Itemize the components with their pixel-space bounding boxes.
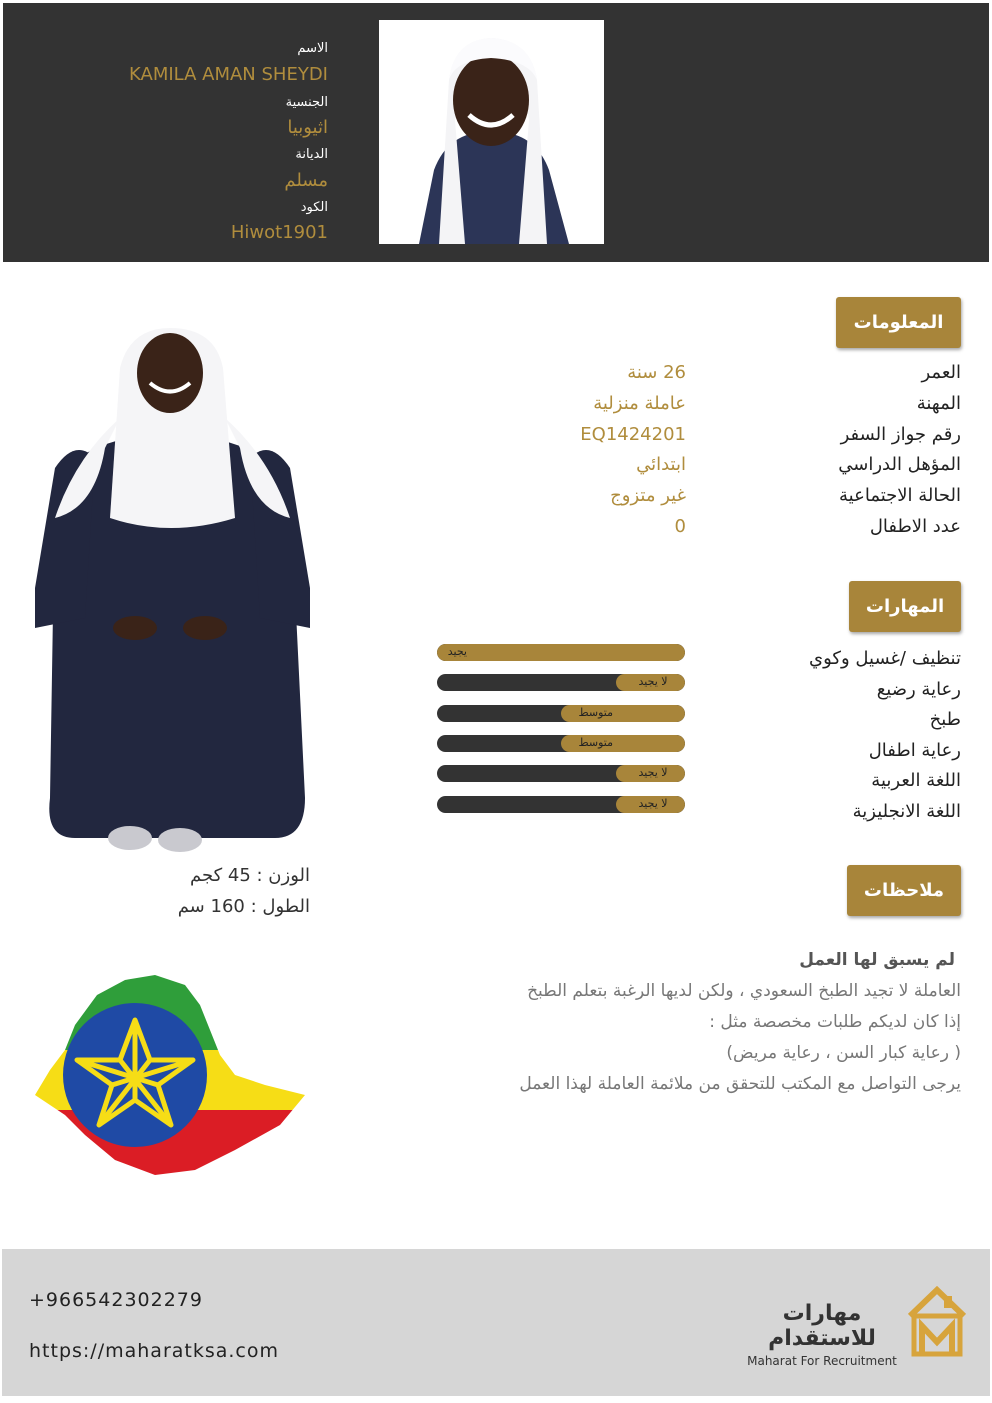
logo-english: Maharat For Recruitment bbox=[747, 1354, 897, 1368]
info-label: العمر bbox=[921, 362, 961, 383]
skill-label: اللغة الانجليزية bbox=[852, 800, 961, 822]
info-label: عدد الاطفال bbox=[869, 516, 961, 537]
info-label: الحالة الاجتماعية bbox=[839, 485, 961, 507]
skill-level-bar bbox=[437, 644, 685, 661]
code-label: الكود bbox=[300, 200, 328, 215]
info-label: المؤهل الدراسي bbox=[838, 454, 961, 476]
nationality-label: الجنسية bbox=[285, 95, 328, 110]
info-value: EQ1424201 bbox=[580, 423, 686, 445]
height-text: الطول : 160 سم bbox=[177, 896, 310, 917]
company-logo-text bbox=[742, 1301, 902, 1368]
footer bbox=[2, 1249, 990, 1396]
skill-level-bar bbox=[437, 765, 685, 782]
religion-value: مسلم bbox=[284, 170, 328, 191]
notes-line: العاملة لا تجيد الطبخ السعودي ، ولكن لديها الرغبة بتعلم الطبخ bbox=[527, 981, 961, 1001]
worker-name: KAMILA AMAN SHEYDI bbox=[129, 64, 328, 85]
website-link[interactable]: https://maharatksa.com bbox=[29, 1340, 280, 1362]
info-value: 0 bbox=[674, 516, 686, 537]
name-label: الاسم bbox=[297, 41, 328, 56]
skill-level-text: لا يجيد bbox=[638, 766, 668, 780]
skill-label: رعاية رضيع bbox=[876, 678, 961, 700]
portrait-photo bbox=[379, 20, 604, 244]
full-body-photo bbox=[35, 328, 310, 858]
skill-level-bar bbox=[437, 705, 685, 722]
skill-level-text: لا يجيد bbox=[638, 796, 668, 810]
notes-section-title: ملاحظات bbox=[847, 865, 961, 916]
skill-level-text: متوسط bbox=[578, 705, 613, 719]
religion-label: الديانة bbox=[295, 147, 328, 162]
phone-number: +966542302279 bbox=[29, 1289, 203, 1311]
logo-arabic: مهارات للاستقدام bbox=[768, 1301, 876, 1351]
skill-label: طبخ bbox=[929, 709, 961, 730]
notes-heading: لم يسبق لها العمل bbox=[799, 950, 955, 970]
info-value: ابتدائي bbox=[636, 454, 686, 476]
ethiopia-flag-map bbox=[35, 975, 310, 1180]
skill-label: تنظيف /غسيل وكوي bbox=[809, 648, 961, 669]
skill-level-bar bbox=[437, 735, 685, 752]
skill-level-fill bbox=[437, 644, 685, 661]
info-section-title: المعلومات bbox=[836, 297, 961, 348]
info-value: 26 سنة bbox=[627, 362, 686, 383]
info-value: غير متزوج bbox=[610, 485, 686, 507]
info-value: عاملة منزلية bbox=[593, 392, 686, 414]
skill-level-text: يجيد bbox=[447, 645, 467, 658]
notes-line: يرجى التواصل مع المكتب للتحقق من ملائمة العاملة لهذا العمل bbox=[519, 1074, 961, 1094]
code-value: Hiwot1901 bbox=[230, 222, 328, 243]
skill-level-text: لا يجيد bbox=[638, 675, 668, 689]
header bbox=[3, 3, 989, 262]
skills-section-title: المهارات bbox=[849, 581, 961, 632]
skill-level-bar bbox=[437, 674, 685, 691]
skill-label: اللغة العربية bbox=[871, 770, 961, 791]
house-m-logo-icon bbox=[906, 1286, 968, 1358]
nationality-value: اثيوبيا bbox=[287, 117, 328, 138]
notes-line: إذا كان لديكم طلبات مخصصة مثل : bbox=[709, 1012, 961, 1032]
skill-level-bar bbox=[437, 796, 685, 813]
info-label: رقم جواز السفر bbox=[840, 423, 961, 445]
skill-level-text: متوسط bbox=[578, 735, 613, 749]
info-label: المهنة bbox=[916, 392, 961, 414]
weight-text: الوزن : 45 كجم bbox=[190, 865, 310, 886]
skill-label: رعاية اطفال bbox=[868, 739, 961, 761]
notes-line: ( رعاية كبار السن ، رعاية مريض) bbox=[726, 1043, 961, 1063]
